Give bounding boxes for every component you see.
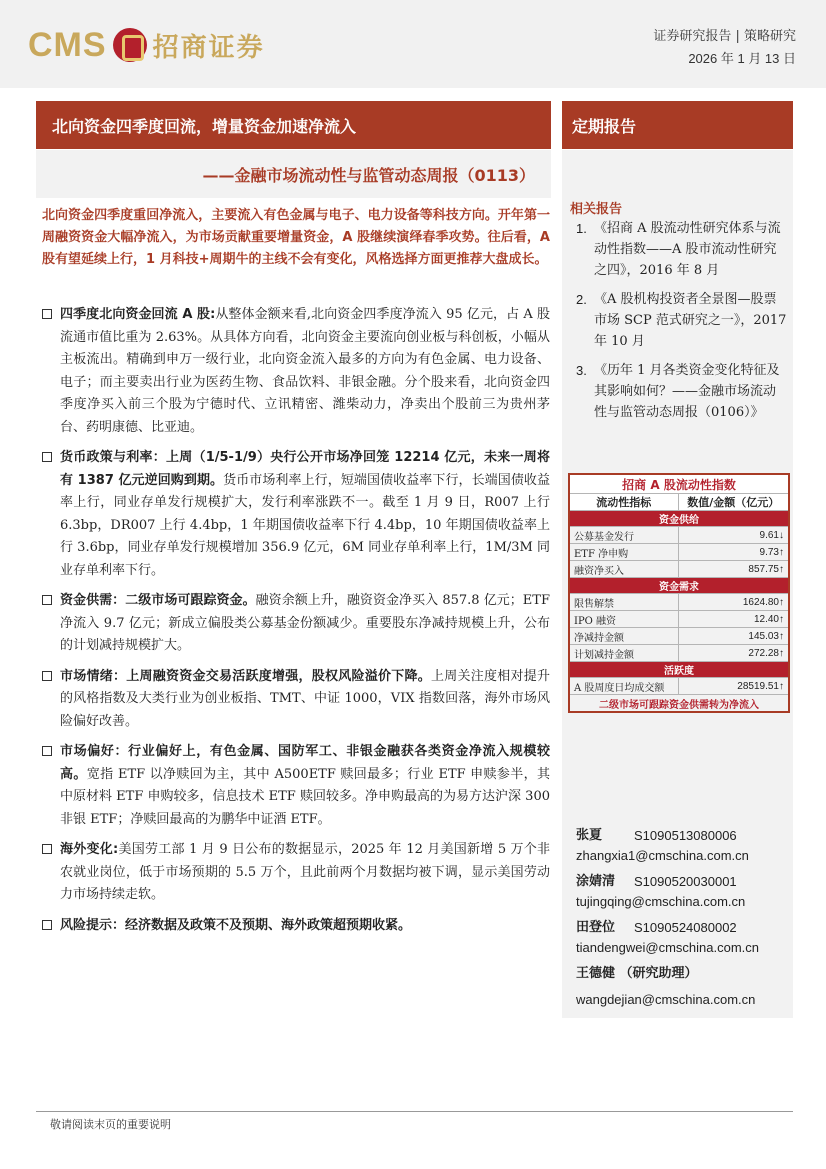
related-item[interactable] xyxy=(576,218,788,281)
analyst-name: 王德健 （研究助理） xyxy=(576,966,698,981)
bullet-sentiment xyxy=(42,666,550,734)
arrow-up-icon: ↑ xyxy=(779,563,784,575)
bullet-square-icon xyxy=(42,309,52,319)
related-list xyxy=(576,218,788,431)
bullet-square-icon xyxy=(42,844,52,854)
related-num: 2. xyxy=(576,292,587,307)
footer-note: 敬请阅读末页的重要说明 xyxy=(50,1118,171,1131)
bullet-square-icon xyxy=(42,746,52,756)
related-text: 《招商 A 股流动性研究体系与流动性指数——A 股市流动性研究之四》，2016 年 8 月 xyxy=(594,221,781,278)
bullet-text: 从整体金额来看,北向资金四季度净流入 95 亿元，占 A 股流通市值比重为 2.63%。从具体方向看，北向资金主要流向创业板与科创板，小幅从主板流出。精确到申万一级行业，北向资金流入最多的方向为有色金属、电力设备、电子；而主要卖出行业为医药生物、食品饮料、非银金融。分个股来看，北向资金四季度净买入前三个股为宁德时代、立讯精密、潍柴动力，净卖出个股前三为贵州茅台、药明康德、比亚迪。 xyxy=(60,307,550,435)
table-row xyxy=(569,678,789,695)
bullet-head: 市场偏好：行业偏好上，有色金属、国防军工、非银金融获各类资金净流入规模较高。 xyxy=(60,744,550,782)
arrow-down-icon: ↓ xyxy=(779,529,784,541)
row-label: 融资净买入 xyxy=(569,561,678,578)
arrow-up-icon: ↑ xyxy=(779,680,784,692)
bullet-monetary xyxy=(42,447,550,582)
arrow-up-icon: ↑ xyxy=(779,630,784,642)
analyst-license: S1090513080006 xyxy=(634,828,737,843)
key-points xyxy=(42,304,550,945)
section-header: 资金需求 xyxy=(569,578,789,594)
row-value: 1624.80↑ xyxy=(678,594,789,611)
related-text: 《历年 1 月各类资金变化特征及其影响如何？——金融市场流动性与监管动态周报（0106）》 xyxy=(594,363,780,420)
row-value: 9.73↑ xyxy=(678,544,789,561)
report-subtitle: ——金融市场流动性与监管动态周报（0113） xyxy=(36,150,551,198)
analyst-license: S1090524080002 xyxy=(634,920,737,935)
bullet-head: 四季度北向资金回流 A 股: xyxy=(60,307,216,322)
analyst-name: 田登位 xyxy=(576,920,616,935)
table-row xyxy=(569,527,789,544)
bullet-square-icon xyxy=(42,920,52,930)
analyst-list xyxy=(576,826,788,1016)
table-row xyxy=(569,645,789,662)
logo-text-cn: 招商证券 xyxy=(152,32,265,63)
analyst-entry xyxy=(576,872,788,912)
arrow-up-icon: ↑ xyxy=(779,596,784,608)
row-value: 28519.51↑ xyxy=(678,678,789,695)
section-header: 资金供给 xyxy=(569,511,789,527)
header-meta xyxy=(653,26,796,70)
row-value: 12.40↑ xyxy=(678,611,789,628)
logo-text-latin: CMS xyxy=(28,25,107,64)
row-label: 限售解禁 xyxy=(569,594,678,611)
bullet-head: 市场情绪：上周融资资金交易活跃度增强，股权风险溢价下降。 xyxy=(60,668,431,684)
related-num: 1. xyxy=(576,221,587,236)
row-value: 9.61↓ xyxy=(678,527,789,544)
table-row xyxy=(569,594,789,611)
bullet-square-icon xyxy=(42,452,52,462)
row-label: A 股周度日均成交额 xyxy=(569,678,678,695)
table-row xyxy=(569,561,789,578)
analyst-email[interactable]: wangdejian@cmschina.com.cn xyxy=(576,992,756,1007)
section-header: 活跃度 xyxy=(569,662,789,678)
related-heading: 相关报告 xyxy=(570,202,623,217)
analyst-email[interactable]: tujingqing@cmschina.com.cn xyxy=(576,894,746,909)
bullet-text: 上周关注度相对提升的风格指数及大类行业为创业板指、TMT、中证 1000，VIX 指数回落，海外市场风险偏好改善。 xyxy=(60,668,550,729)
bullet-text: 美国劳工部 1 月 9 日公布的数据显示，2025 年 12 月美国新增 5 万个非农就业岗位，低于市场预期的 5.5 万个，且此前两个月数据均被下调，显示美国劳动力市场持续走软。 xyxy=(60,842,550,902)
bullet-risk xyxy=(42,915,550,938)
analyst-name: 涂婧清 xyxy=(576,874,616,889)
bullet-text: 货币市场利率上行，短端国债收益率下行，长端国债收益率上行，同业存单发行规模扩大，发行利率涨跌不一。截至 1 月 9 日，R007 上行 6.3bp，DR007 上行 4.4bp，1 年期国债收益率下行 4.4bp，10 年期国债收益率上行 3.6bp，同业存单发行规模增加 356.9 亿元，6M 同业存单利率上行，1M/3M 同业存单利率下行。 xyxy=(60,472,550,578)
analyst-license: S1090520030001 xyxy=(634,874,737,889)
arrow-up-icon: ↑ xyxy=(779,647,784,659)
related-item[interactable] xyxy=(576,289,788,352)
row-label: ETF 净申购 xyxy=(569,544,678,561)
bullet-preference xyxy=(42,741,550,831)
table-row xyxy=(569,544,789,561)
arrow-up-icon: ↑ xyxy=(779,613,784,625)
table-row xyxy=(569,611,789,628)
table-row xyxy=(569,628,789,645)
row-label: 公募基金发行 xyxy=(569,527,678,544)
report-date: 2026 年 1 月 13 日 xyxy=(688,51,796,66)
footer-divider xyxy=(36,1111,793,1112)
row-value: 857.75↑ xyxy=(678,561,789,578)
row-value: 272.28↑ xyxy=(678,645,789,662)
report-category: 证券研究报告 | 策略研究 xyxy=(653,29,796,44)
arrow-up-icon: ↑ xyxy=(779,546,784,558)
liquidity-index-table xyxy=(568,473,790,713)
analyst-entry xyxy=(576,826,788,866)
bullet-text: 融资余额上升，融资资金净买入 857.8 亿元；ETF 净流入 9.7 亿元；新成立偏股类公募基金份额减少。重要股东净减持规模上升，公布的计划减持规模扩大。 xyxy=(60,593,550,653)
analyst-entry xyxy=(576,918,788,958)
bullet-head: 货币政策与利率：上周（1/5-1/9）央行公开市场净回笼 12214 亿元，未来一周将有 1387 亿元逆回购到期。 xyxy=(60,450,550,488)
row-label: IPO 融资 xyxy=(569,611,678,628)
col-header-value: 数值/金额（亿元） xyxy=(678,494,789,511)
related-num: 3. xyxy=(576,363,587,378)
bullet-square-icon xyxy=(42,595,52,605)
analyst-email[interactable]: tiandengwei@cmschina.com.cn xyxy=(576,940,760,955)
row-label: 净减持金额 xyxy=(569,628,678,645)
bullet-overseas xyxy=(42,839,550,907)
analyst-entry xyxy=(576,964,788,1010)
table-conclusion: 二级市场可跟踪资金供需转为净流入 xyxy=(569,695,789,713)
table-caption: 招商 A 股流动性指数 xyxy=(569,474,789,494)
bullet-square-icon xyxy=(42,671,52,681)
logo-emblem-icon xyxy=(113,28,147,62)
analyst-name: 张夏 xyxy=(576,828,603,843)
report-title: 北向资金四季度回流，增量资金加速净流入 xyxy=(36,101,551,149)
bullet-head: 海外变化: xyxy=(60,842,119,857)
company-logo xyxy=(28,20,265,70)
bullet-head: 风险提示：经济数据及政策不及预期、海外政策超预期收紧。 xyxy=(60,917,412,933)
row-value: 145.03↑ xyxy=(678,628,789,645)
col-header-indicator: 流动性指标 xyxy=(569,494,678,511)
report-type-label: 定期报告 xyxy=(562,101,793,149)
abstract: 北向资金四季度重回净流入，主要流入有色金属与电子、电力设备等科技方向。开年第一周融资资金大幅净流入，为市场贡献重要增量资金，A 股继续演绎春季攻势。往后看，A 股有望延续上行，1 月科技+周期牛的主线不会有变化，风格选择方面更推荐大盘成长。 xyxy=(42,208,550,267)
related-item[interactable] xyxy=(576,360,788,423)
related-text: 《A 股机构投资者全景图—股票市场 SCP 范式研究之一》，2017 年 10 月 xyxy=(594,292,787,349)
bullet-northbound xyxy=(42,304,550,439)
bullet-head: 资金供需：二级市场可跟踪资金。 xyxy=(60,593,256,608)
analyst-email[interactable]: zhangxia1@cmschina.com.cn xyxy=(576,848,749,863)
bullet-supply-demand xyxy=(42,590,550,658)
bullet-text: 宽指 ETF 以净赎回为主，其中 A500ETF 赎回最多；行业 ETF 申赎参半，其中原材料 ETF 申购较多，信息技术 ETF 赎回较多。净申购最高的为易方达沪深 300 非银 ETF；净赎回最高的为鹏华中证酒 ETF。 xyxy=(60,766,550,827)
row-label: 计划减持金额 xyxy=(569,645,678,662)
